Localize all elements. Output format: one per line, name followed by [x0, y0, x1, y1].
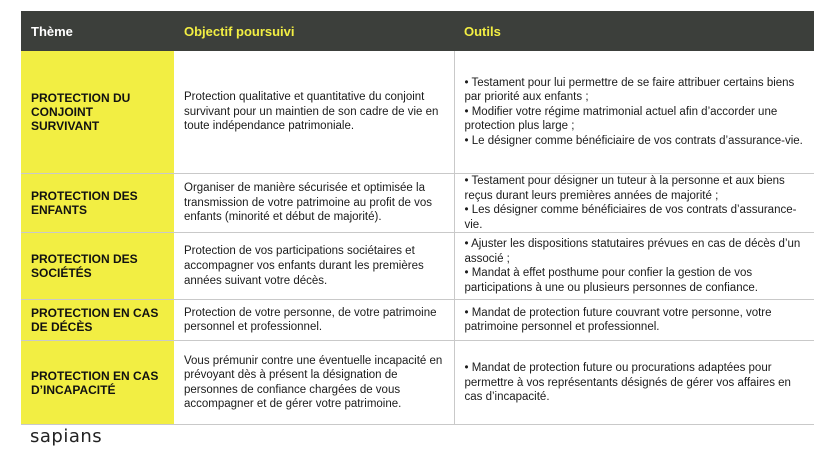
row-theme: PROTECTION EN CAS DE DÉCÈS [21, 300, 174, 341]
row-theme: PROTECTION EN CAS D’INCAPACITÉ [21, 341, 174, 425]
header-tools: Outils [454, 11, 814, 51]
tool-item: • Mandat de protection future couvrant votre personne, votre patrimoine personnel et professionnel. [464, 306, 772, 334]
table-row [21, 341, 814, 425]
row-objective: Protection qualitative et quantitative du conjoint survivant pour un maintien de son cadre de vie en toute indépendance patrimoniale. [174, 51, 454, 174]
row-theme: PROTECTION DES ENFANTS [21, 174, 174, 233]
table-row [21, 174, 814, 233]
header-objective: Objectif poursuivi [174, 11, 454, 51]
tool-item: • Mandat de protection future ou procurations adaptées pour permettre à vos représentants désignés de gérer vos affaires en cas d’incapacité. [464, 361, 791, 404]
table-row [21, 51, 814, 174]
row-tools [454, 300, 814, 341]
row-tools [454, 174, 814, 233]
row-theme: PROTECTION DES SOCIÉTÉS [21, 233, 174, 300]
row-objective: Protection de votre personne, de votre patrimoine personnel et professionnel. [174, 300, 454, 341]
tool-item: • Mandat à effet posthume pour confier la gestion de vos participations à une ou plusieurs personnes de confiance. [464, 267, 758, 294]
table-row [21, 233, 814, 300]
row-objective: Vous prémunir contre une éventuelle incapacité en prévoyant dès à présent la désignation de personnes de confiance chargées de vous accompagner et de gérer votre patrimoine. [174, 341, 454, 425]
tool-item: • Testament pour lui permettre de se faire attribuer certains biens par priorité aux enfants ; [464, 76, 795, 104]
table-row [21, 300, 814, 341]
row-objective: Organiser de manière sécurisée et optimisée la transmission de votre patrimoine au profit de vos enfants (minorité et début de majorité). [174, 174, 454, 233]
tool-item: • Testament pour désigner un tuteur à la personne et aux biens reçus durant leurs premières années de majorité ; [464, 175, 785, 202]
row-objective: Protection de vos participations sociétaires et accompagner vos enfants durant les premières années suivant votre décès. [174, 233, 454, 300]
header-theme: Thème [21, 11, 174, 51]
protection-table [21, 11, 814, 425]
tool-item: • Ajuster les dispositions statutaires prévues en cas de décès d’un associé ; [464, 238, 801, 265]
row-tools [454, 51, 814, 174]
row-theme: PROTECTION DU CONJOINT SURVIVANT [21, 51, 174, 174]
row-tools [454, 233, 814, 300]
sapians-logo: sapians [30, 426, 103, 447]
row-tools [454, 341, 814, 425]
tool-item: • Modifier votre régime matrimonial actuel afin d’accorder une protection plus large ; [464, 105, 778, 133]
table-header-row [21, 11, 814, 51]
tool-item: • Les désigner comme bénéficiaires de vos contrats d’assurance-vie. [464, 204, 797, 231]
tool-item: • Le désigner comme bénéficiaire de vos contrats d’assurance-vie. [464, 134, 803, 147]
